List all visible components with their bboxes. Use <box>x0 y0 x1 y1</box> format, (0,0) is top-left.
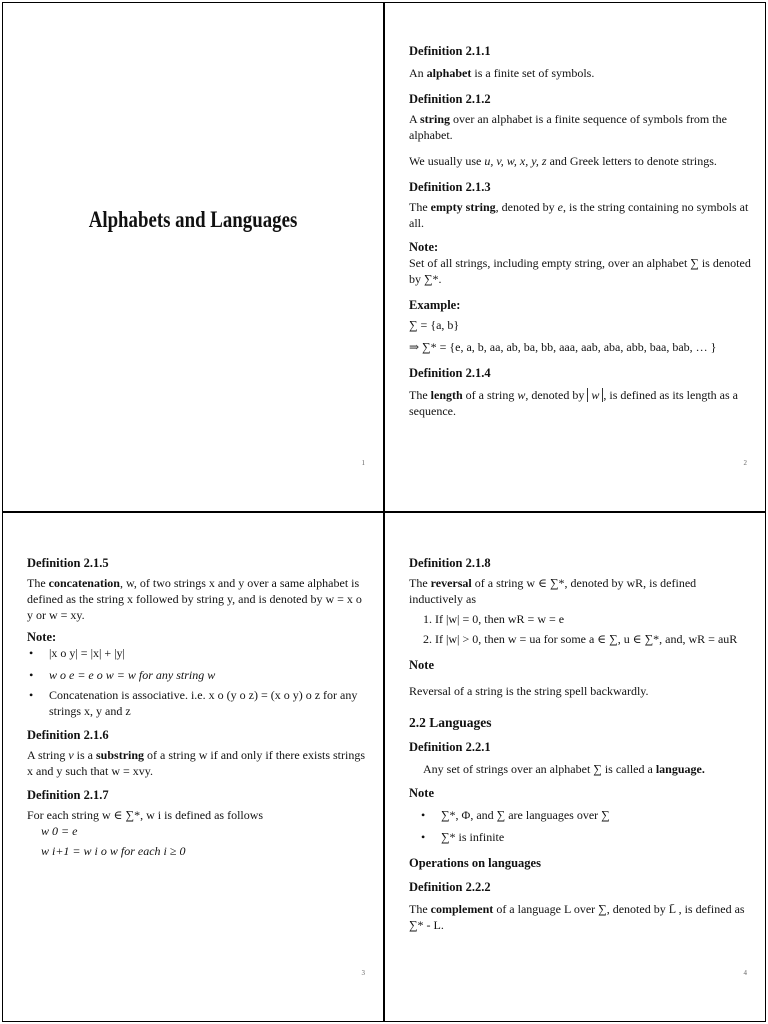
note-bullet: • Concatenation is associative. i.e. x o (y o z) = (x o y) o z for any strings x, y and z <box>27 687 369 719</box>
slide-4-content <box>409 555 751 933</box>
definition-text: The reversal of a string w ∈ ∑*, denoted by wR, is defined inductively as <box>409 576 697 606</box>
note-text: Reversal of a string is the string spell backwardly. <box>409 684 649 698</box>
definition-heading: Definition 2.1.3 <box>409 180 491 194</box>
example-line: ∑ = {a, b} <box>409 318 460 332</box>
note-bullet: • |x o y| = |x| + |y| <box>27 645 369 661</box>
note-bullet: • ∑* is infinite <box>419 829 751 845</box>
slide-4 <box>384 512 766 1022</box>
definition-heading: Definition 2.2.1 <box>409 740 491 754</box>
definition-text: A string over an alphabet is a finite sequence of symbols from the alphabet. <box>409 112 727 142</box>
definition-heading: Definition 2.2.2 <box>409 880 491 894</box>
slide-3-content <box>27 555 369 859</box>
definition-heading: Definition 2.1.1 <box>409 44 491 58</box>
definition-text: The complement of a language L over ∑, denoted by L̄ , is defined as ∑* - L. <box>409 902 745 932</box>
note-text: Set of all strings, including empty string, over an alphabet ∑ is denoted by ∑*. <box>409 256 751 286</box>
page-number: 1 <box>361 459 365 467</box>
definition-text: An alphabet is a finite set of symbols. <box>409 66 595 80</box>
definition-text: Any set of strings over an alphabet ∑ is called a language. <box>423 762 705 776</box>
section-heading: 2.2 Languages <box>409 715 492 730</box>
definition-text: For each string w ∈ ∑*, w i is defined as follows <box>27 808 264 822</box>
definition-heading: Definition 2.1.5 <box>27 556 109 570</box>
definition-text: The empty string, denoted by e, is the string containing no symbols at all. <box>409 200 749 230</box>
example-line: ⇒ ∑* = {e, a, b, aa, ab, ba, bb, aaa, aab, aba, abb, baa, bab, … } <box>409 340 717 354</box>
slide-2 <box>384 2 766 512</box>
page-number: 3 <box>361 969 365 977</box>
subsection-heading: Operations on languages <box>409 856 541 870</box>
definition-text: The concatenation, w, of two strings x and y over a same alphabet is defined as the string x followed by string y, and is denoted by w = x o y or w = xy. <box>27 576 362 622</box>
note-heading: Note <box>409 786 434 800</box>
note-heading: Note: <box>27 630 57 644</box>
slide-2-content <box>409 43 751 419</box>
definition-heading: Definition 2.1.6 <box>27 728 109 742</box>
slide-1 <box>2 2 384 512</box>
note-bullet: • w o e = e o w = w for any string w <box>27 667 369 683</box>
note-heading: Note: <box>409 240 439 254</box>
note-bullet: • ∑*, Φ, and ∑ are languages over ∑ <box>419 807 751 823</box>
numbered-item: 1. If |w| = 0, then wR = w = e <box>423 612 565 626</box>
example-heading: Example: <box>409 298 461 312</box>
definition-heading: Definition 2.1.2 <box>409 92 491 106</box>
slide-3 <box>2 512 384 1022</box>
slide-title: Alphabets and Languages <box>88 207 298 232</box>
numbered-item: 2. If |w| > 0, then w = ua for some a ∈ ∑, u ∈ ∑*, and, wR = auR <box>423 632 738 646</box>
page-number: 4 <box>743 969 747 977</box>
definition-text: The length of a string w, denoted by w , is defined as its length as a sequence. <box>409 388 738 418</box>
definition-formula: w 0 = e <box>41 824 78 838</box>
note-heading: Note <box>409 658 434 672</box>
definition-note-text: We usually use u, v, w, x, y, z and Greek letters to denote strings. <box>409 154 717 168</box>
page-number: 2 <box>743 459 747 467</box>
definition-formula: w i+1 = w i o w for each i ≥ 0 <box>41 844 186 858</box>
definition-heading: Definition 2.1.4 <box>409 366 491 380</box>
definition-heading: Definition 2.1.7 <box>27 788 109 802</box>
definition-text: A string v is a substring of a string w if and only if there exists strings x and y such that w = xvy. <box>27 748 366 778</box>
definition-heading: Definition 2.1.8 <box>409 556 491 570</box>
